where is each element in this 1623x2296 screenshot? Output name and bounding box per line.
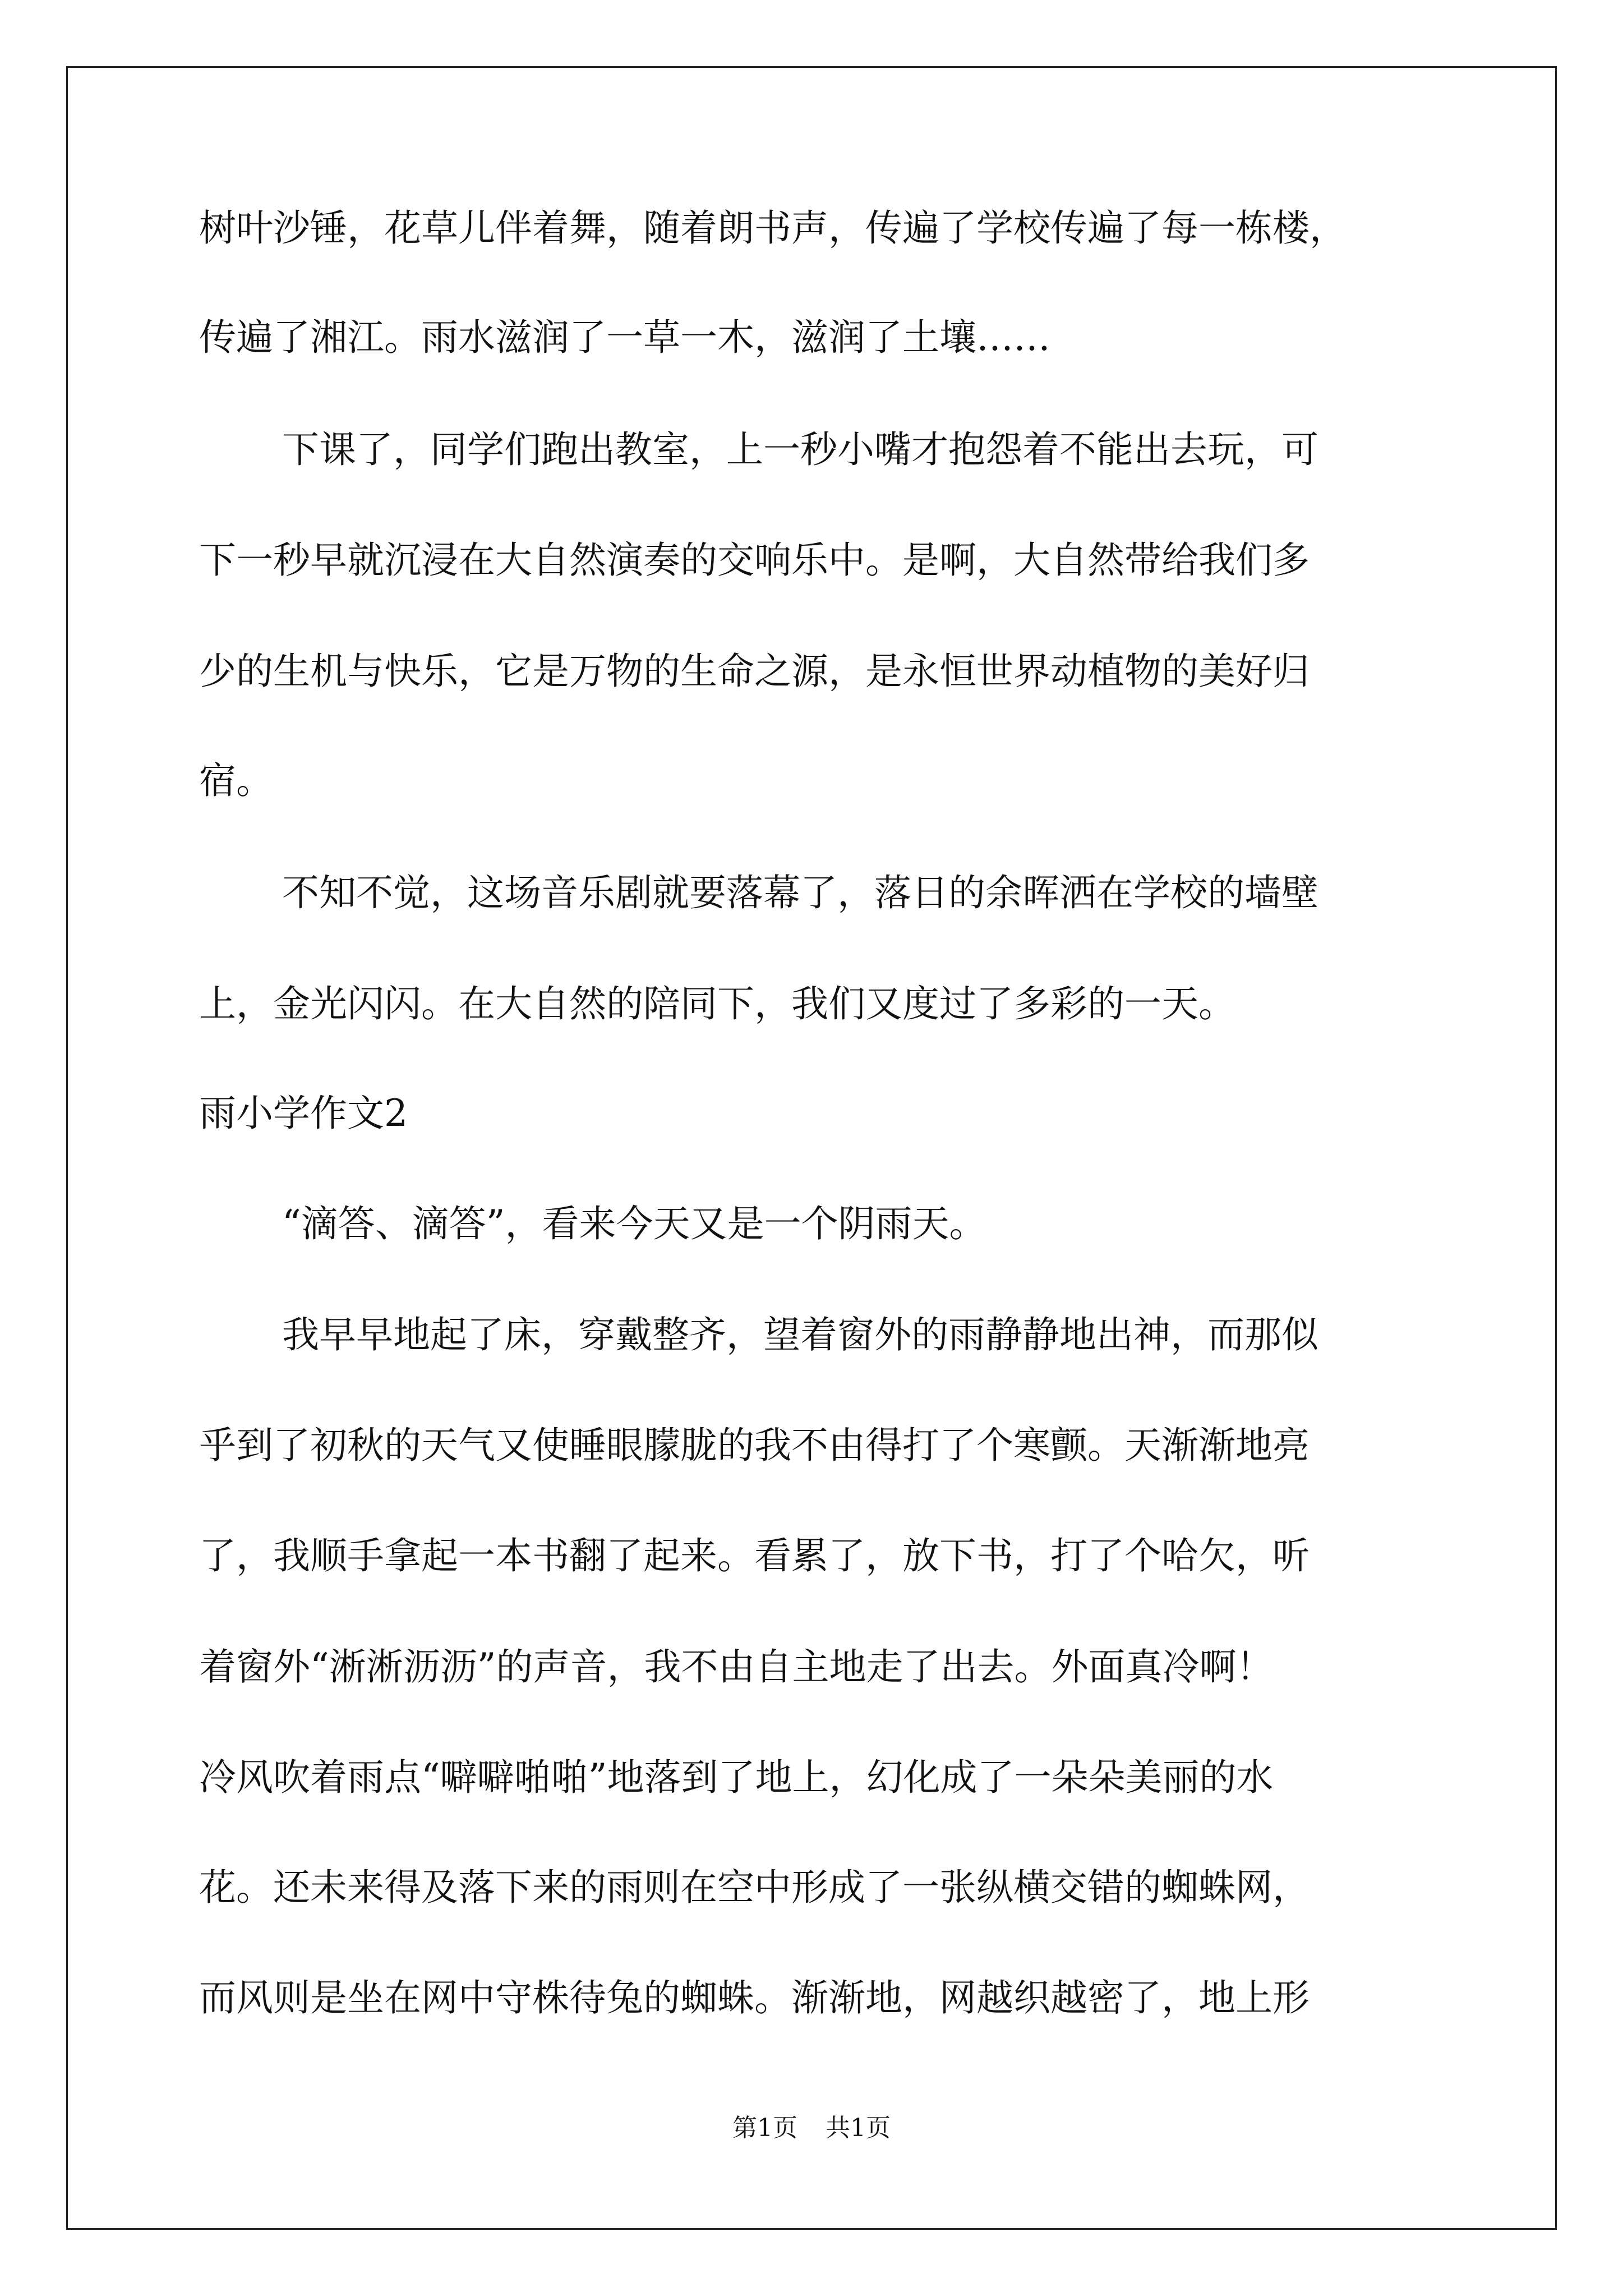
text-line: 乎到了初秋的天气又使睡眼朦胧的我不由得打了个寒颤。天渐渐地亮 xyxy=(199,1424,1310,1467)
text-line: 传遍了湘江。雨水滋润了一草一木，滋润了土壤…… xyxy=(199,316,1050,359)
section-heading: 雨小学作文2 xyxy=(199,1092,408,1135)
paragraph-start-line: 我早早地起了床，穿戴整齐，望着窗外的雨静静地出神，而那似 xyxy=(282,1313,1318,1356)
text-line: 宿。 xyxy=(199,759,273,802)
text-line: 花。还未来得及落下来的雨则在空中形成了一张纵横交错的蜘蛛网， xyxy=(199,1866,1310,1909)
paragraph-start-line: “滴答、滴答”，看来今天又是一个阴雨天。 xyxy=(282,1202,986,1245)
paragraph-start-line: 下课了，同学们跑出教室，上一秒小嘴才抱怨着不能出去玩，可 xyxy=(282,428,1318,471)
text-line: 了，我顺手拿起一本书翻了起来。看累了，放下书，打了个哈欠，听 xyxy=(199,1534,1310,1577)
text-line: 下一秒早就沉浸在大自然演奏的交响乐中。是啊，大自然带给我们多 xyxy=(199,539,1310,582)
paragraph-start-line: 不知不觉，这场音乐剧就要落幕了，落日的余晖洒在学校的墙壁 xyxy=(282,871,1318,914)
text-line: 上，金光闪闪。在大自然的陪同下，我们又度过了多彩的一天。 xyxy=(199,982,1235,1025)
text-line: 少的生机与快乐，它是万物的生命之源，是永恒世界动植物的美好归 xyxy=(199,650,1310,693)
text-line: 冷风吹着雨点“噼噼啪啪”地落到了地上，幻化成了一朵朵美丽的水 xyxy=(199,1756,1274,1799)
text-line: 而风则是坐在网中守株待兔的蜘蛛。渐渐地，网越织越密了，地上形 xyxy=(199,1976,1310,2019)
text-line: 树叶沙锤，花草儿伴着舞，随着朗书声，传遍了学校传遍了每一栋楼， xyxy=(199,206,1347,250)
page-footer xyxy=(0,2108,1623,2143)
page-total: 共1页 xyxy=(826,2114,891,2142)
page-number: 第1页 xyxy=(732,2114,797,2142)
text-line: 着窗外“淅淅沥沥”的声音，我不由自主地走了出去。外面真冷啊！ xyxy=(199,1645,1274,1688)
